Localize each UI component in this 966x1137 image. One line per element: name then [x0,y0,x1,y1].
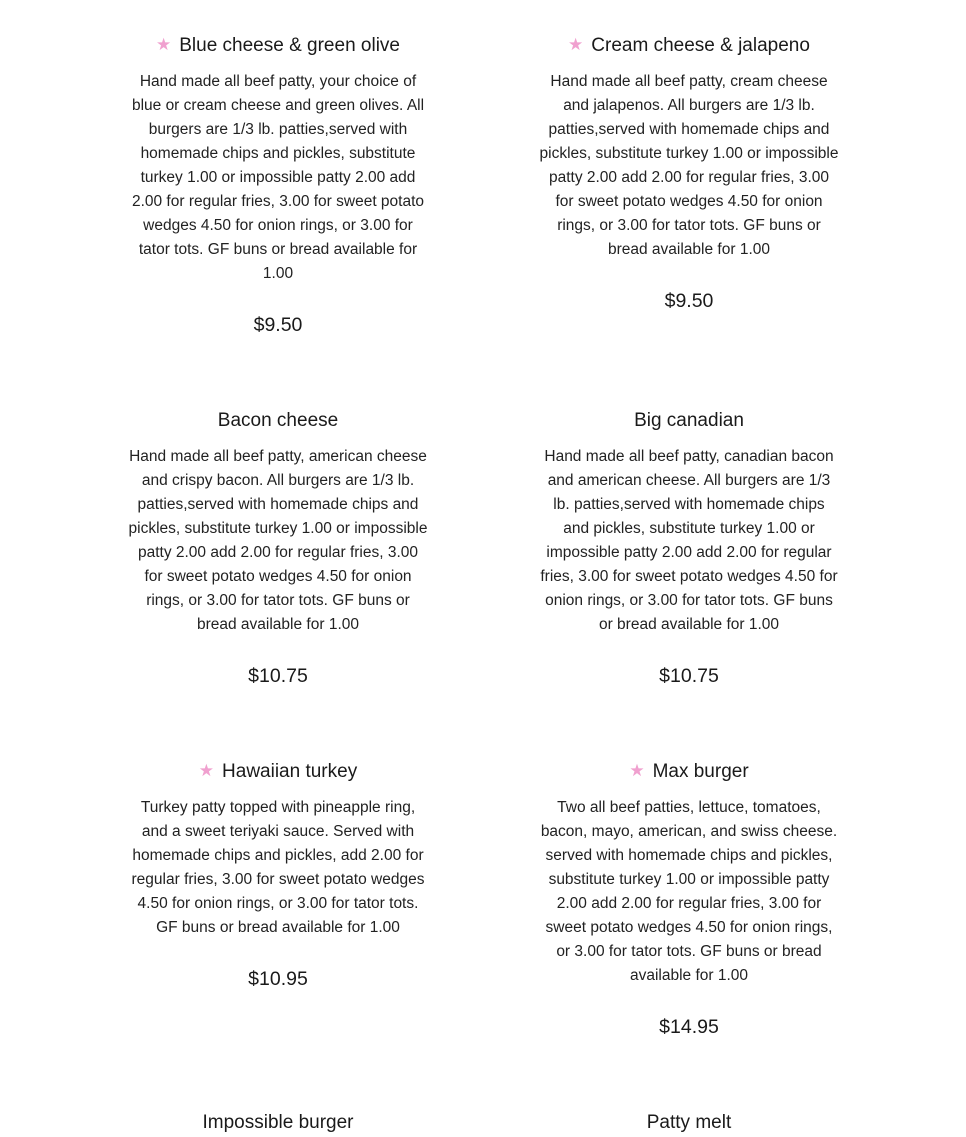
menu-item-price: $10.95 [248,968,308,990]
menu-item-price: $9.50 [253,314,303,336]
menu-item-description: Turkey patty topped with pineapple ring, and a sweet teriyaki sauce. Served with homemade chips and pickles, add 2.00 for regular fries, 3.00 for sweet potato wedges 4.50 for onion rings, or 3.00 for tator tots. GF buns or bread available for 1.00 [131,799,425,936]
star-icon: ★ [568,35,584,54]
menu-item-title [534,33,844,59]
menu-item-patty-melt [534,1110,844,1136]
menu-item-description: Hand made all beef patty, cream cheese and jalapenos. All burgers are 1/3 lb. patties,served with homemade chips and pickles, substitute turkey 1.00 or impossible patty 2.00 add 2.00 for regular fries, 3.00 for sweet potato wedges 4.50 for onion rings, or 3.00 for tator tots. GF buns or bread available for 1.00 [539,73,839,258]
menu-item-blue-cheese-green-olive [123,33,433,338]
menu-item-name: Blue cheese & green olive [179,35,400,56]
menu-item-impossible-burger [123,1110,433,1136]
menu-item-name: Bacon cheese [217,410,339,431]
menu-item-name: Cream cheese & jalapeno [591,35,810,56]
menu-item-price: $10.75 [248,665,308,687]
menu-item-description: Two all beef patties, lettuce, tomatoes, bacon, mayo, american, and swiss cheese. served with homemade chips and pickles, substitute turkey 1.00 or impossible patty 2.00 add 2.00 for regular fries, 3.00 for sweet potato wedges 4.50 for onion rings, or 3.00 for tator tots. GF buns or bread available for 1.00 [540,799,838,984]
menu-item-name: Max burger [652,761,749,782]
star-icon: ★ [198,761,215,780]
menu-item-title [534,1110,844,1136]
star-icon: ★ [155,35,172,54]
menu-item-description: Hand made all beef patty, your choice of blue or cream cheese and green olives. All burgers are 1/3 lb. patties,served with homemade chips and pickles, substitute turkey 1.00 or impossible patty 2.00 add 2.00 for regular fries, 3.00 for sweet potato wedges 4.50 for onion rings, or 3.00 for tator tots. GF buns or bread available for 1.00 [131,73,425,282]
star-icon: ★ [629,761,645,780]
menu-item-description: Hand made all beef patty, american cheese and crispy bacon. All burgers are 1/3 lb. patties,served with homemade chips and pickles, substitute turkey 1.00 or impossible patty 2.00 add 2.00 for regular fries, 3.00 for sweet potato wedges 4.50 for onion rings, or 3.00 for tator tots. GF buns or bread available for 1.00 [128,448,428,633]
menu-item-name: Big canadian [634,410,744,431]
menu-item-price: $10.75 [659,665,719,687]
menu-item-name: Hawaiian turkey [222,761,358,782]
menu-item-title [123,1110,433,1136]
menu-item-big-canadian [534,408,844,689]
menu-item-name: Patty melt [646,1112,732,1133]
menu-item-bacon-cheese [123,408,433,689]
menu-item-price: $14.95 [659,1016,719,1038]
menu-item-name: Impossible burger [202,1112,354,1133]
menu-item-cream-cheese-jalapeno [534,33,844,314]
menu-item-title [534,408,844,434]
menu-item-description: Hand made all beef patty, canadian bacon and american cheese. All burgers are 1/3 lb. patties,served with homemade chips and pickles, substitute turkey 1.00 or impossible patty 2.00 add 2.00 for regular fries, 3.00 for sweet potato wedges 4.50 for onion rings, or 3.00 for tator tots. GF buns or bread available for 1.00 [540,448,838,633]
menu-item-title [123,408,433,434]
menu-item-price: $9.50 [664,290,714,312]
menu-item-title [123,33,433,59]
menu-item-title [123,759,433,785]
menu-item-max-burger [534,759,844,1040]
menu-item-title [534,759,844,785]
menu-item-hawaiian-turkey [123,759,433,992]
